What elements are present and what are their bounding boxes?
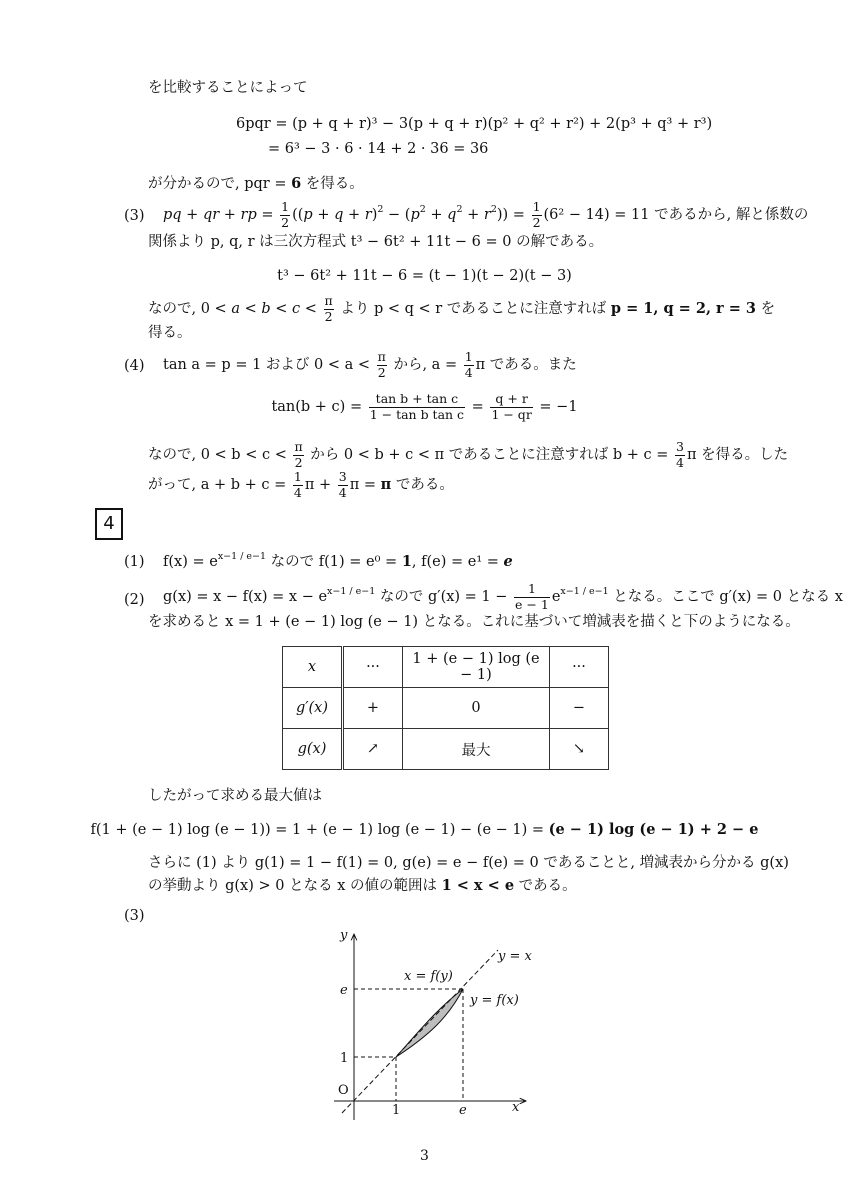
tick-1-x: 1 (392, 1103, 401, 1118)
table-cell: 0 (403, 688, 550, 729)
shaded-region (396, 989, 463, 1057)
label-y-equals-fx: y = f(x) (470, 993, 519, 1008)
q3-eq: t³ − 6t² + 11t − 6 = (t − 1)(t − 2)(t − 3) (277, 268, 572, 284)
q4-eq: tan(b + c) = $\frac{\text{tan b + tan c}}{\text{1 − tan b tan c}}$ = $\frac{q + r}{1 - qr}$ = −1 (271, 391, 578, 422)
fraction-qr: $\frac{q + r}{1 - qr}$ (491, 391, 532, 422)
tick-e-y: e (340, 983, 348, 998)
table-cell: 1 + (e − 1) log (e − 1) (403, 647, 550, 688)
intro-line: を比較することによって (148, 80, 308, 96)
table-cell: − (550, 688, 609, 729)
fraction-tan-sum: $\frac{\text{tan b + tan c}}{\text{1 − tan b tan c}}$ (369, 391, 465, 422)
s4-p1-label: (1) (124, 554, 145, 570)
table-row (283, 729, 609, 770)
s4-p2-label: (2) (124, 592, 145, 608)
region-graph (320, 920, 550, 1125)
q4-conclusion-line2: がって, a + b + c = $\frac{1}{4}$ π + $\frac{3}{4}$ π = π である。 (148, 469, 454, 500)
tick-1-y: 1 (340, 1051, 349, 1066)
q3-conclusion-line2: 得る。 (148, 325, 192, 341)
table-cell: ↘ (550, 729, 609, 770)
table-cell: x (283, 647, 343, 688)
q4-label: (4) (124, 358, 145, 374)
max-eq: f(1 + (e − 1) log (e − 1)) = 1 + (e − 1) log (e − 1) − (e − 1) = (e − 1) log (e − 1) + 2 − e (90, 821, 759, 838)
max-intro: したがって求める最大値は (148, 788, 322, 804)
table-row (283, 688, 609, 729)
tick-e-x: e (459, 1103, 467, 1118)
intro-eq1: 6pqr = (p + q + r)³ − 3(p + q + r)(p² + q² + r²) + 2(p³ + q³ + r³) (236, 116, 713, 132)
table-cell: ··· (550, 647, 609, 688)
page-number: 3 (420, 1148, 429, 1164)
label-x-equals-fy: x = f(y) (404, 969, 453, 984)
fraction-quarter: $\frac{1}{4}$ (464, 349, 473, 380)
table-cell: 最大 (403, 729, 550, 770)
fraction-three-quarters-b: $\frac{3}{4}$ (338, 469, 347, 500)
fraction-half: $\frac{1}{2}$ (281, 199, 290, 230)
label-y-equals-x: y = x (498, 949, 532, 964)
range-line2: の挙動より g(x) > 0 となる x の値の範囲は 1 < x < e である。 (148, 877, 577, 894)
table-cell: ↗ (343, 729, 403, 770)
s4-p1-text: $f(x) = e^{x-1 / e-1}$ なので f(1) = e⁰ = 1, f(e) = e¹ = e (163, 551, 513, 570)
fraction-pi-over-2-c: $\frac{\pi}{2}$ (294, 439, 303, 470)
fraction-three-quarters: $\frac{3}{4}$ (676, 439, 684, 470)
s4-p3-label: (3) (124, 908, 145, 924)
s4-p2-line2: を求めると x = 1 + (e − 1) log (e − 1) となる。これに基づいて増減表を描くと下のようになる。 (148, 614, 800, 630)
fraction-pi-over-2: $\frac{\pi}{2}$ (324, 293, 333, 324)
table-row (283, 647, 609, 688)
table-cell: g′(x) (283, 688, 343, 729)
intro-eq2: = 6³ − 3 · 6 · 14 + 2 · 36 = 36 (268, 141, 489, 157)
fraction-quarter-b: $\frac{1}{4}$ (293, 469, 302, 500)
q3-conclusion: なので, 0 < a < b < c < $\frac{\pi}{2}$ より p < q < r であることに注意すれば p = 1, q = 2, r = 3 を (148, 293, 776, 324)
fraction-one-over-e-minus-1: $\frac{1}{e - 1}$ (515, 581, 549, 612)
q3-line2: 関係より p, q, r は三次方程式 t³ − 6t² + 11t − 6 = 0 の解である。 (148, 234, 604, 250)
q4-conclusion: なので, 0 < b < c < $\frac{\pi}{2}$ から 0 < b + c < π であることに注意すれば b + c = $\frac{3}{4}$ π を得る。した (148, 439, 789, 470)
increase-decrease-table (282, 646, 609, 770)
table-cell: g(x) (283, 729, 343, 770)
q4-line1: tan a = p = 1 および 0 < a < $\frac{\pi}{2}$ から, a = $\frac{1}{4}$ π である。また (163, 349, 577, 380)
range-line1: さらに (1) より g(1) = 1 − f(1) = 0, g(e) = e − f(e) = 0 であることと, 増減表から分かる g(x) (148, 855, 789, 871)
origin-label: O (338, 1083, 349, 1098)
table-cell: ··· (343, 647, 403, 688)
table-cell: + (343, 688, 403, 729)
q3-label: (3) (124, 208, 145, 224)
fraction-half-2: $\frac{1}{2}$ (532, 199, 541, 230)
axis-x-label: x (512, 1100, 520, 1115)
fraction-pi-over-2-b: $\frac{\pi}{2}$ (377, 349, 386, 380)
intro-result: が分かるので, pqr = 6 を得る。 (148, 175, 364, 192)
section-number-box: 4 (95, 508, 123, 540)
axis-y-label: y (340, 928, 348, 943)
q3-line1: pq + qr + rp = $\frac{1}{2}$ $((p + q + r)^2 - (p^2 + q^2 + r^2))$ = $\frac{1}{2}$ (6² − 14) = 11 であるから, 解と係数の (163, 199, 809, 230)
s4-p2-line1: $g(x) = x - f(x) = x - e^{x-1 / e-1}$ なので g′(x) = 1 − $\frac{1}{e - 1}$ $e^{x-1 / e-1}$ となる。ここで g′(x) = 0 となる x (163, 581, 843, 612)
